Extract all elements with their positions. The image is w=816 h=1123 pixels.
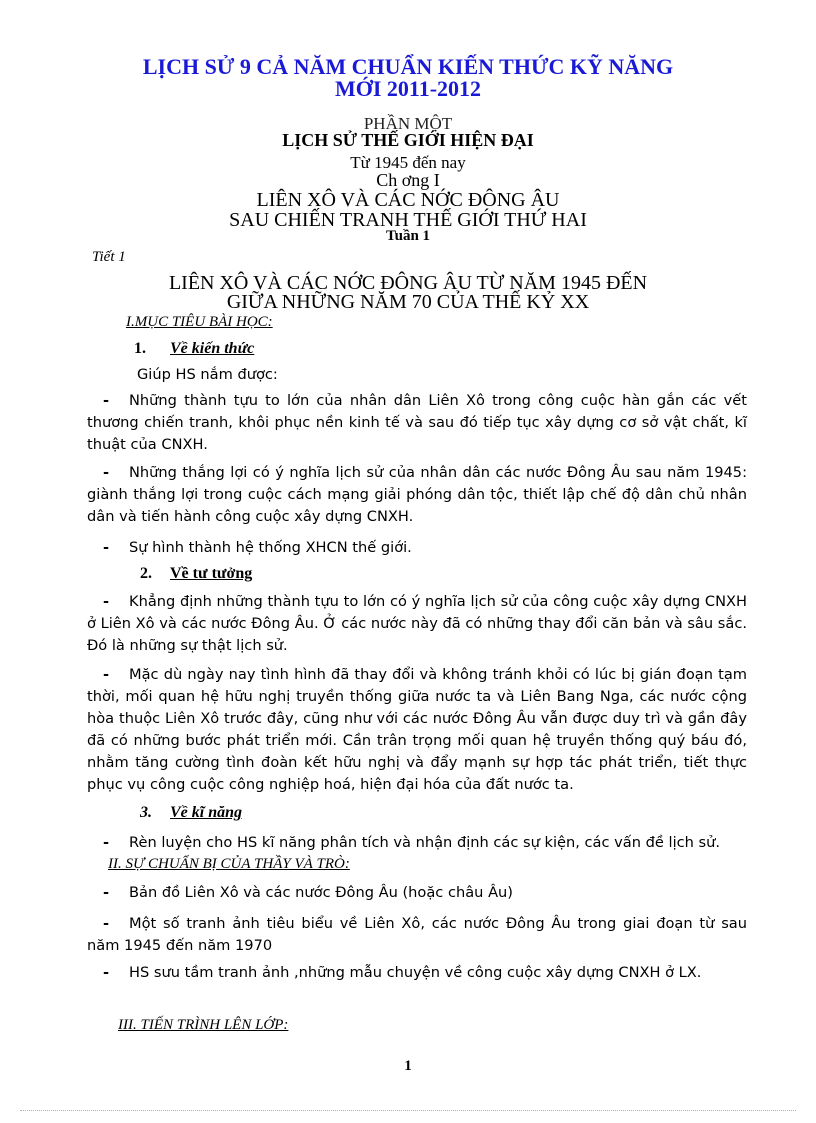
knowledge-item-2: - Những thắng lợi có ý nghĩa lịch sử của nhân dân các nước Đông Âu sau năm 1945: giành thắng lợi trong cuộc cách mạng giải phóng dân tộc, thiết lập chế độ dân chủ nhân dân và tiến hành công cuộc xây dựng CNXH. xyxy=(87,464,747,525)
subsection-1-number: 1. xyxy=(134,340,146,357)
attitude-item-1: - Khẳng định những thành tựu to lớn có ý nghĩa lịch sử của công cuộc xây dựng CNXH ở Liên Xô và các nước Đông Âu. Ở các nước này đã có những thay đổi căn bản và sâu sắc. Đó là những sự thật lịch sử. xyxy=(87,593,747,654)
lesson-number: Tiết 1 xyxy=(92,249,126,265)
bullet-dash: - xyxy=(103,834,110,851)
knowledge-item-3: - Sự hình thành hệ thống XHCN thế giới. xyxy=(87,537,747,559)
skill-item-1: - Rèn luyện cho HS kĩ năng phân tích và nhận định các sự kiện, các vấn đề lịch sử. xyxy=(87,832,747,854)
section-1-heading: I.MỤC TIÊU BÀI HỌC: xyxy=(126,314,273,330)
lesson-title-line-2: GIỮA NHỮNG NĂM 70 CỦA THẾ KỶ XX xyxy=(226,291,590,313)
intro-text: Giúp HS nắm được: xyxy=(137,366,278,383)
bullet-dash: - xyxy=(103,593,110,610)
page-number: 1 xyxy=(404,1058,412,1074)
period: Từ 1945 đến nay xyxy=(350,153,466,172)
knowledge-item-1: - Những thành tựu to lớn của nhân dân Liên Xô trong công cuộc hàn gắn các vết thương chiến tranh, khôi phục nền kinh tế và sau đó tiếp tục xây dựng cơ sở vật chất, kĩ thuật của CNXH. xyxy=(87,392,747,453)
chapter-title-line-2: SAU CHIẾN TRANH THẾ GIỚI THỨ HAI xyxy=(229,209,587,231)
subsection-3-number: 3. xyxy=(140,804,152,821)
chapter-number: Ch ơng I xyxy=(376,170,440,190)
bullet-dash: - xyxy=(103,666,110,683)
bullet-dash: - xyxy=(103,884,110,901)
bullet-dash: - xyxy=(103,539,110,556)
part-label: PHẦN MỘT xyxy=(363,114,453,133)
prep-item-2: - Một số tranh ảnh tiêu biểu về Liên Xô, các nước Đông Âu trong giai đoạn từ sau năm 1945 đến năm 1970 xyxy=(87,915,747,954)
subsection-3-title: Về kĩ năng xyxy=(170,804,243,821)
doc-title-line-1: LỊCH SỬ 9 CẢ NĂM CHUẨN KIẾN THỨC KỸ NĂNG xyxy=(142,54,674,79)
week-label: Tuần 1 xyxy=(385,228,431,244)
prep-item-1: - Bản đồ Liên Xô và các nước Đông Âu (hoặc châu Âu) xyxy=(87,882,747,904)
chapter-title-line-1: LIÊN XÔ VÀ CÁC NỚC ĐÔNG ÂU xyxy=(256,189,560,211)
doc-title-line-2: MỚI 2011-2012 xyxy=(334,76,482,101)
section-3-heading: III. TIẾN TRÌNH LÊN LỚP: xyxy=(118,1017,289,1033)
bullet-dash: - xyxy=(103,964,110,981)
bullet-dash: - xyxy=(103,915,110,932)
bullet-dash: - xyxy=(103,392,110,409)
subsection-1-title: Về kiến thức xyxy=(170,340,255,357)
prep-item-3: - HS sưu tầm tranh ảnh ,những mẫu chuyện về công cuộc xây dựng CNXH ở LX. xyxy=(87,962,747,984)
part-title: LỊCH SỬ THẾ GIỚI HIỆN ĐẠI xyxy=(282,130,534,150)
attitude-item-2: - Mặc dù ngày nay tình hình đã thay đổi và không tránh khỏi có lúc bị gián đoạn tạm thời, mối quan hệ hữu nghị truyền thống giữa nước ta và Liên Bang Nga, các nước cộng hòa thuộc Liên Xô trước đây, cũng như với các nước Đông Âu vẫn được duy trì và gần đây đã có những bước phát triển mới. Cần trân trọng mối quan hệ truyền thống quý báu đó, nhằm tăng cường tình đoàn kết hữu nghị và đẩy mạnh sự hợp tác phát triển, tiết thực phục vụ công cuộc công nghiệp hoá, hiện đại hóa của đất nước ta. xyxy=(87,666,747,793)
subsection-2-title: Về tư tưởng xyxy=(170,565,253,582)
bullet-dash: - xyxy=(103,464,110,481)
subsection-2-number: 2. xyxy=(140,565,152,582)
section-2-heading: II. SỰ CHUẨN BỊ CỦA THẦY VÀ TRÒ: xyxy=(108,856,350,872)
page-bottom-divider xyxy=(20,1110,796,1111)
lesson-title-line-1: LIÊN XÔ VÀ CÁC NỚC ĐÔNG ÂU TỪ NĂM 1945 ĐẾN xyxy=(168,272,648,294)
